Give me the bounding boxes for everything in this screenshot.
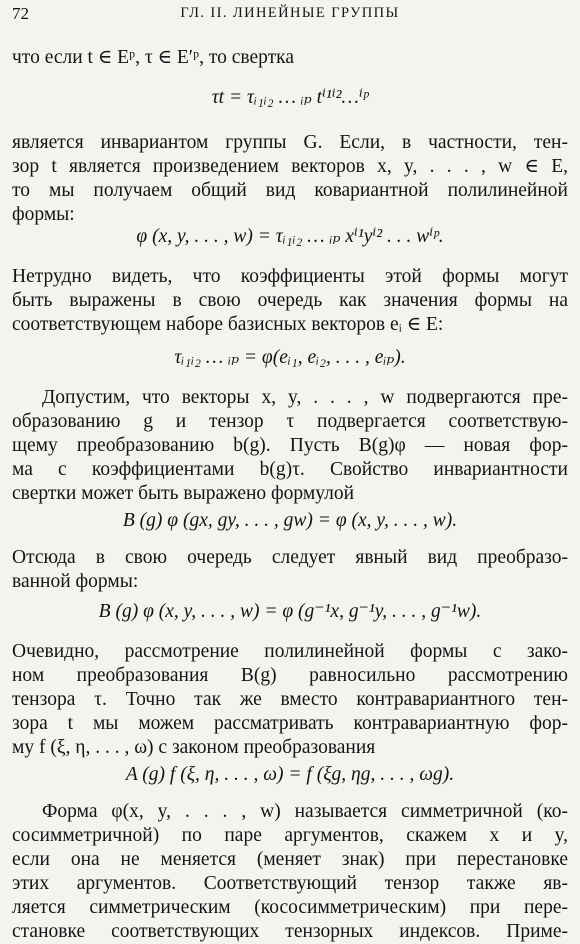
formula-line: A (g) f (ξ, η, . . . , ω) = f (ξg, ηg, . . . , ωg). — [125, 764, 455, 785]
formula-line: φ (x, y, . . . , w) = τᵢ₁ᵢ₂ … ᵢₚ xⁱ¹yⁱ² . . . wⁱᵖ. — [136, 226, 444, 247]
text-line: что если t ∈ Eᵖ, τ ∈ E′ᵖ, то свертка — [12, 47, 295, 68]
text-line: Нетрудно видеть, что коэффициенты этой формы могут — [12, 266, 568, 287]
text-line: этих аргументов. Соответствующий тензор также яв- — [12, 873, 568, 894]
text-line: соответствующем наборе базисных векторов eᵢ ∈ E: — [12, 314, 444, 335]
text-line: если она не меняется (меняет знак) при перестановке — [12, 849, 568, 870]
text-line: зора t мы можем рассматривать контравариантную фор- — [12, 713, 568, 734]
formula-line: B (g) φ (x, y, . . . , w) = φ (g⁻¹x, g⁻¹y, . . . , g⁻¹w). — [98, 601, 482, 622]
text-line: му f (ξ, η, . . . , ω) с законом преобразования — [12, 737, 376, 758]
formula-line: τt = τᵢ₁ᵢ₂ … ᵢₚ tⁱ¹ⁱ²…ⁱᵖ — [211, 87, 369, 108]
text-line: формы: — [12, 204, 75, 225]
text-line: ма с коэффициентами b(g)τ. Свойство инвариантности — [12, 459, 568, 480]
text-line: тензора τ. Точно так же вместо контравариантного тен- — [12, 689, 568, 710]
running-head: ГЛ. II. ЛИНЕЙНЫЕ ГРУППЫ — [180, 5, 400, 21]
text-line: ном преобразования B(g) равносильно рассмотрению — [12, 665, 568, 686]
formula-line: τᵢ₁ᵢ₂ … ᵢₚ = φ(eᵢ₁, eᵢ₂, . . . , eᵢₚ). — [174, 347, 406, 368]
text-line: Отсюда в свою очередь следует явный вид преобразо- — [12, 547, 568, 568]
page-header — [12, 4, 568, 24]
text-line: сосимметричной) по паре аргументов, скажем x и y, — [12, 825, 568, 846]
text-line: быть выражены в свою очередь как значения формы на — [12, 290, 568, 311]
text-line: зор t является произведением векторов x, y, . . . , w ∈ E, — [12, 156, 568, 177]
text-line: свертки может быть выражено формулой — [12, 483, 355, 504]
text-line: то мы получаем общий вид ковариантной полилинейной — [12, 180, 568, 201]
text-line: ляется симметрическим (кососимметрическим) при пере- — [12, 897, 568, 918]
text-line: Форма φ(x, y, . . . , w) называется симметричной (ко- — [42, 801, 568, 822]
text-line: Допустим, что векторы x, y, . . . , w подвергаются пре- — [42, 387, 568, 408]
text-line: ванной формы: — [12, 571, 139, 592]
text-line: становке соответствующих тензорных индексов. Приме- — [12, 921, 568, 942]
formula-line: B (g) φ (gx, gy, . . . , gw) = φ (x, y, . . . , w). — [122, 510, 458, 531]
text-line: является инвариантом группы G. Если, в частности, тен- — [12, 132, 568, 153]
text-line: щему преобразованию b(g). Пусть B(g)φ — новая фор- — [12, 435, 568, 456]
text-line: Очевидно, рассмотрение полилинейной формы с зако- — [12, 641, 568, 662]
text-line: образованию g и тензор τ подвергается соответствую- — [12, 411, 568, 432]
page-number: 72 — [12, 4, 29, 23]
